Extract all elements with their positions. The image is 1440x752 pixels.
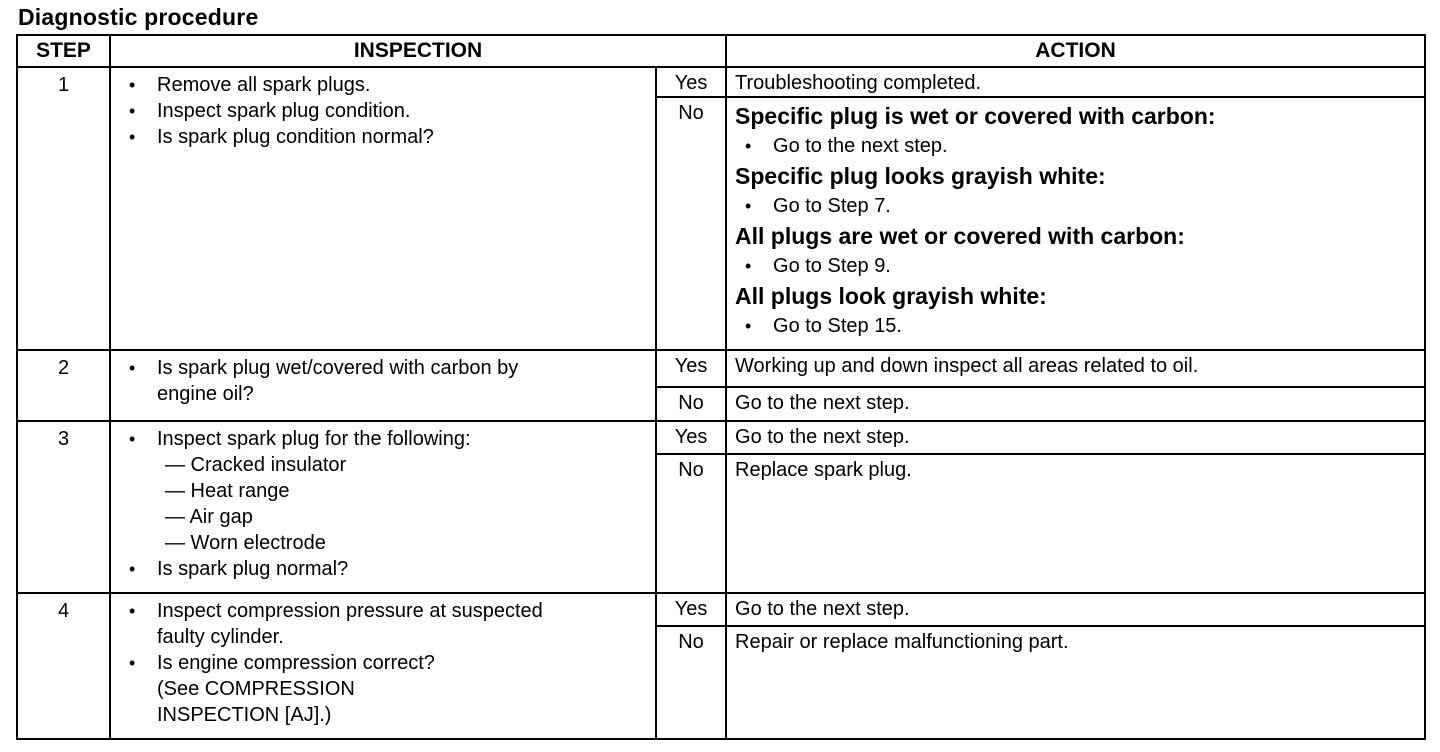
- no-action: Go to the next step.: [726, 387, 1425, 421]
- header-step: STEP: [17, 35, 110, 67]
- inspection-continuation: faulty cylinder.: [157, 626, 284, 649]
- inspection-subitem: — Air gap: [165, 506, 253, 529]
- yes-label: Yes: [656, 593, 726, 625]
- inspection-cell: [110, 350, 656, 421]
- inspection-item: • Remove all spark plugs.: [121, 72, 647, 98]
- inspection-item: • Is spark plug wet/covered with carbon by: [121, 355, 647, 381]
- header-action: ACTION: [726, 35, 1425, 67]
- no-action: Replace spark plug.: [726, 454, 1425, 594]
- step-number: 1: [17, 67, 110, 350]
- no-label: No: [656, 97, 726, 350]
- step-number: 2: [17, 350, 110, 421]
- step-number: 3: [17, 421, 110, 593]
- condition-result: • Go to the next step.: [735, 132, 1416, 160]
- inspection-continuation: (See COMPRESSION: [157, 678, 355, 701]
- table-row: [17, 67, 1425, 97]
- inspection-item: • Is spark plug condition normal?: [121, 124, 647, 150]
- yes-action: Go to the next step.: [726, 593, 1425, 625]
- condition-result: • Go to Step 15.: [735, 312, 1416, 340]
- inspection-continuation: INSPECTION [AJ].): [157, 704, 332, 727]
- condition-heading: Specific plug is wet or covered with carbon:: [735, 103, 1216, 130]
- diagnostic-table: [16, 34, 1426, 740]
- table-row: [17, 593, 1425, 625]
- yes-action: Troubleshooting completed.: [726, 67, 1425, 97]
- condition-result: • Go to Step 9.: [735, 252, 1416, 280]
- yes-label: Yes: [656, 421, 726, 453]
- document-title: Diagnostic procedure: [18, 4, 259, 30]
- table-row: [17, 350, 1425, 386]
- inspection-cell: [110, 593, 656, 739]
- inspection-item: • Inspect spark plug for the following:: [121, 426, 647, 452]
- no-action: Repair or replace malfunctioning part.: [726, 626, 1425, 739]
- condition-heading: All plugs are wet or covered with carbon:: [735, 223, 1185, 250]
- condition-result: • Go to Step 7.: [735, 192, 1416, 220]
- yes-action: Working up and down inspect all areas related to oil.: [726, 350, 1425, 386]
- yes-label: Yes: [656, 350, 726, 386]
- inspection-subitem: — Heat range: [165, 480, 290, 503]
- yes-action: Go to the next step.: [726, 421, 1425, 453]
- no-label: No: [656, 387, 726, 421]
- step-number: 4: [17, 593, 110, 739]
- yes-label: Yes: [656, 67, 726, 97]
- inspection-item: • Inspect spark plug condition.: [121, 98, 647, 124]
- inspection-item: • Inspect compression pressure at suspected: [121, 598, 647, 624]
- inspection-subitem: — Worn electrode: [165, 532, 326, 555]
- condition-heading: All plugs look grayish white:: [735, 283, 1047, 310]
- header-row: [17, 35, 1425, 67]
- inspection-cell: [110, 67, 656, 350]
- inspection-item: • Is spark plug normal?: [121, 556, 647, 582]
- no-label: No: [656, 626, 726, 739]
- table-row: [17, 421, 1425, 453]
- header-inspection: INSPECTION: [110, 35, 726, 67]
- condition-heading: Specific plug looks grayish white:: [735, 163, 1106, 190]
- no-action: [726, 97, 1425, 350]
- inspection-subitem: — Cracked insulator: [165, 454, 347, 477]
- no-label: No: [656, 454, 726, 594]
- inspection-cell: [110, 421, 656, 593]
- inspection-item: • Is engine compression correct?: [121, 650, 647, 676]
- inspection-continuation: engine oil?: [157, 383, 254, 406]
